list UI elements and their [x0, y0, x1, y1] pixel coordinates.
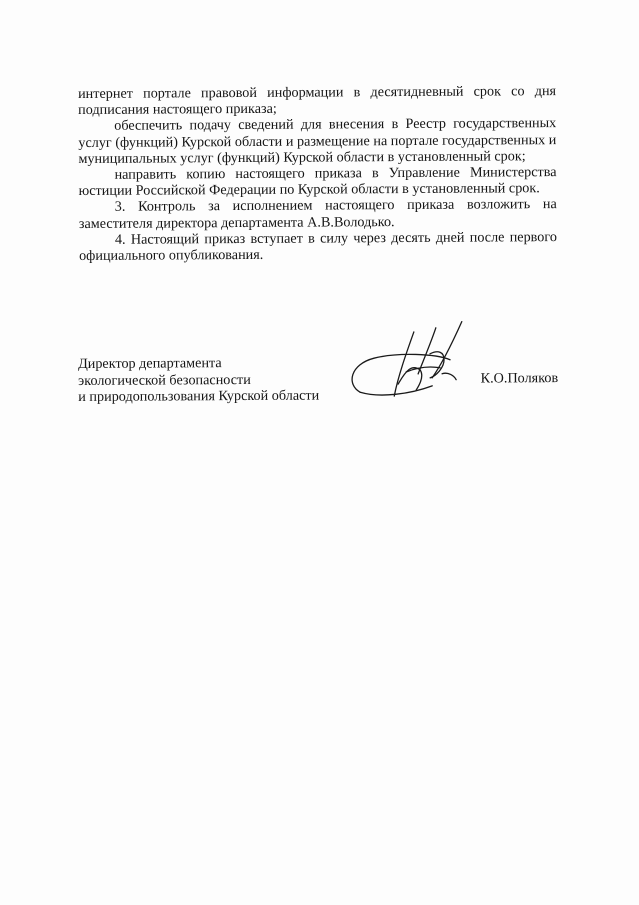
handwritten-signature [340, 313, 501, 414]
paragraph-ministry-copy: направить копию настоящего приказа в Управление Министерства юстиции Российской Федерации по Курской области в установленный срок. [78, 164, 557, 200]
signature-block [78, 353, 558, 416]
order-text [78, 83, 557, 264]
signatory-name: К.О.Поляков [480, 370, 559, 387]
paragraph-registry-submission: обеспечить подачу сведений для внесения в Реестр государственных услуг (функций) Курской области и размещение на портале государственных и муниципальных услуг (функций) Курской области в установленный срок; [78, 115, 557, 167]
paragraph-effective-date: 4. Настоящий приказ вступает в силу через десять дней после первого официального опубликования. [78, 228, 557, 265]
signatory-title-line: экологической безопасности [78, 371, 251, 389]
signatory-title-line: Директор департамента [78, 355, 222, 372]
signatory-title-line: и природопользования Курской области [78, 387, 320, 405]
paragraph-control-clause: 3. Контроль за исполнением настоящего приказа возложить на заместителя директора департамента А.В.Володько. [78, 196, 557, 232]
paragraph-portal-publication: интернет портале правовой информации в десятидневный срок со дня подписания настоящего приказа; [78, 83, 557, 119]
